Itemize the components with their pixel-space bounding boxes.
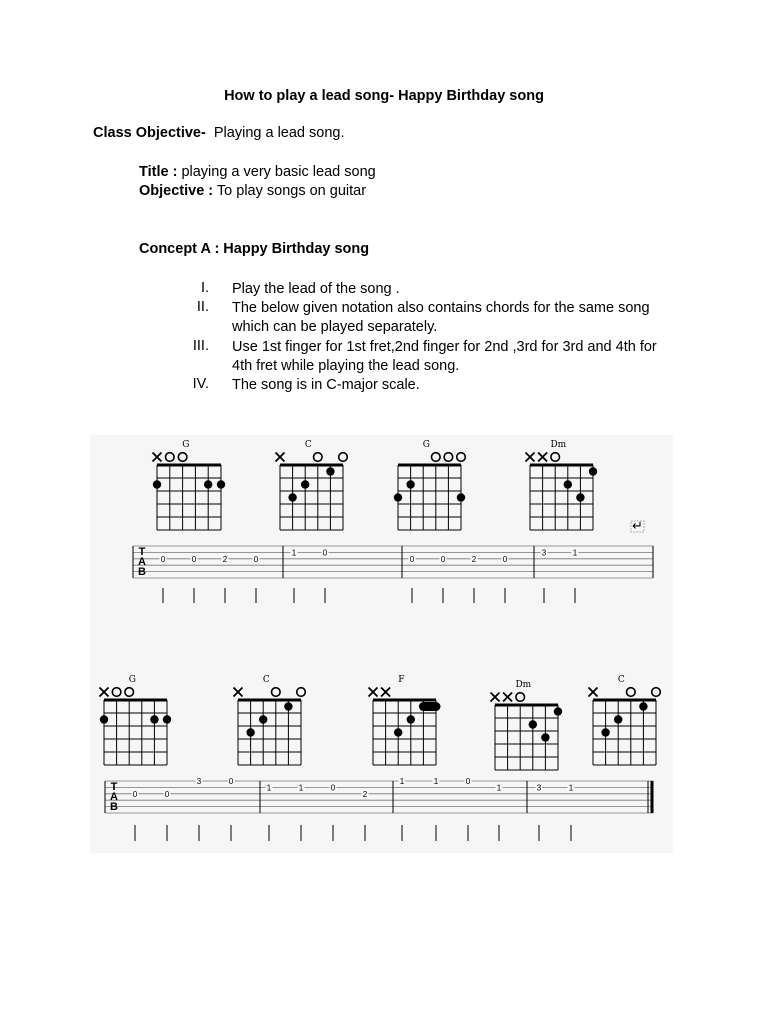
finger-dot: [150, 715, 158, 723]
list-item: The song is in C-major scale.: [232, 377, 420, 393]
tab-fret-number: 0: [330, 783, 336, 793]
open-string-marker: [652, 688, 661, 697]
muted-string-marker: [100, 688, 109, 697]
list-numeral: III.: [192, 338, 209, 354]
finger-dot: [246, 728, 254, 736]
muted-string-marker: [538, 453, 547, 462]
list-item: Play the lead of the song .: [232, 281, 400, 297]
tab-fret-number: 0: [191, 554, 197, 564]
tab-fret-number: 2: [222, 554, 228, 564]
finger-dot: [394, 728, 402, 736]
tab-fret-number: 1: [298, 783, 304, 793]
tab-fret-number: 3: [196, 777, 202, 786]
muted-string-marker: [589, 688, 598, 697]
muted-string-marker: [491, 693, 500, 702]
chord-name-label: C: [262, 675, 270, 685]
finger-dot: [100, 715, 108, 723]
finger-dot: [406, 480, 414, 488]
list-item: The below given notation also contains chords for the same song which can be played separately.: [232, 300, 650, 335]
finger-dot: [301, 480, 309, 488]
finger-dot: [614, 715, 622, 723]
list-numeral: II.: [196, 299, 209, 315]
tab-fret-number: 1: [266, 783, 272, 793]
title-line: [139, 164, 376, 180]
open-string-marker: [178, 453, 187, 462]
tab-clef-letter: A: [138, 556, 146, 568]
tab-fret-number: 2: [362, 789, 368, 799]
tab-fret-number: 1: [291, 548, 297, 558]
objective-label: Objective :: [139, 183, 214, 199]
class-objective-label: Class Objective-: [93, 125, 206, 141]
finger-dot: [601, 728, 609, 736]
chord-name-label: G: [182, 440, 190, 450]
muted-string-marker: [276, 453, 285, 462]
concept-heading: Concept A : Happy Birthday song: [139, 241, 370, 257]
chord-name-label: Dm: [515, 680, 532, 690]
guitar-notation-figure: [90, 435, 673, 853]
tab-fret-number: 1: [568, 783, 574, 793]
class-objective-value: Playing a lead song.: [213, 125, 345, 141]
tab-fret-number: 1: [496, 783, 502, 793]
tab-fret-number: 0: [253, 554, 259, 564]
finger-dot: [541, 733, 549, 741]
finger-dot: [457, 493, 465, 501]
title-label: Title :: [139, 164, 178, 180]
open-string-marker: [457, 453, 466, 462]
chord-name-label: Dm: [550, 440, 567, 450]
muted-string-marker: [234, 688, 243, 697]
open-string-marker: [125, 688, 134, 697]
open-string-marker: [272, 688, 281, 697]
muted-string-marker: [153, 453, 162, 462]
tab-fret-number: 0: [164, 789, 170, 799]
open-string-marker: [627, 688, 636, 697]
open-string-marker: [339, 453, 348, 462]
open-string-marker: [432, 453, 441, 462]
finger-dot: [217, 480, 225, 488]
finger-dot: [284, 702, 292, 710]
tab-fret-number: 0: [465, 777, 471, 786]
finger-dot: [163, 715, 171, 723]
finger-dot: [394, 493, 402, 501]
open-string-marker: [444, 453, 453, 462]
muted-string-marker: [381, 688, 390, 697]
finger-dot: [576, 493, 584, 501]
tab-clef-letter: B: [138, 566, 146, 578]
document-title: How to play a lead song- Happy Birthday song: [224, 88, 544, 104]
tab-clef-letter: A: [110, 791, 118, 803]
finger-dot: [639, 702, 647, 710]
chord-name-label: G: [422, 440, 430, 450]
open-string-marker: [551, 453, 560, 462]
muted-string-marker: [369, 688, 378, 697]
chord-name-label: C: [304, 440, 312, 450]
tab-fret-number: 0: [409, 554, 415, 564]
tab-fret-number: 0: [228, 777, 234, 786]
return-arrow-icon: ↵: [632, 519, 643, 534]
finger-dot: [288, 493, 296, 501]
finger-dot: [407, 715, 415, 723]
list-numeral: I.: [200, 280, 209, 296]
list-numeral: IV.: [192, 376, 209, 392]
tab-fret-number: 2: [471, 554, 477, 564]
muted-string-marker: [526, 453, 535, 462]
finger-dot: [259, 715, 267, 723]
tab-fret-number: 1: [572, 548, 578, 558]
open-string-marker: [166, 453, 175, 462]
objective-value: To play songs on guitar: [216, 183, 367, 199]
open-string-marker: [314, 453, 323, 462]
tab-fret-number: 3: [541, 548, 547, 558]
tab-fret-number: 3: [536, 783, 542, 793]
finger-dot: [204, 480, 212, 488]
finger-dot: [554, 707, 562, 715]
open-string-marker: [516, 693, 525, 702]
tab-fret-number: 1: [399, 777, 405, 786]
tab-fret-number: 0: [322, 548, 328, 558]
open-string-marker: [112, 688, 121, 697]
chord-name-label: G: [128, 675, 136, 685]
list-item: Use 1st finger for 1st fret,2nd finger for 2nd ,3rd for 3rd and 4th for 4th fret while playing the lead song.: [232, 339, 657, 374]
tab-fret-number: 0: [160, 554, 166, 564]
tab-fret-number: 1: [433, 777, 439, 786]
tab-fret-number: 0: [132, 789, 138, 799]
open-string-marker: [297, 688, 306, 697]
chord-name-label: C: [617, 675, 625, 685]
class-objective-line: [93, 125, 344, 141]
finger-dot: [529, 720, 537, 728]
tab-fret-number: 0: [440, 554, 446, 564]
title-value: playing a very basic lead song: [181, 164, 376, 180]
tab-fret-number: 0: [502, 554, 508, 564]
finger-dot: [564, 480, 572, 488]
notation-canvas: [90, 435, 673, 853]
tab-clef-letter: T: [138, 546, 146, 558]
finger-dot: [153, 480, 161, 488]
tab-clef-letter: T: [110, 781, 118, 793]
muted-string-marker: [503, 693, 512, 702]
objective-line: [139, 183, 366, 199]
finger-dot: [589, 467, 597, 475]
tab-clef-letter: B: [110, 801, 118, 813]
finger-dot: [326, 467, 334, 475]
chord-name-label: F: [398, 675, 405, 685]
